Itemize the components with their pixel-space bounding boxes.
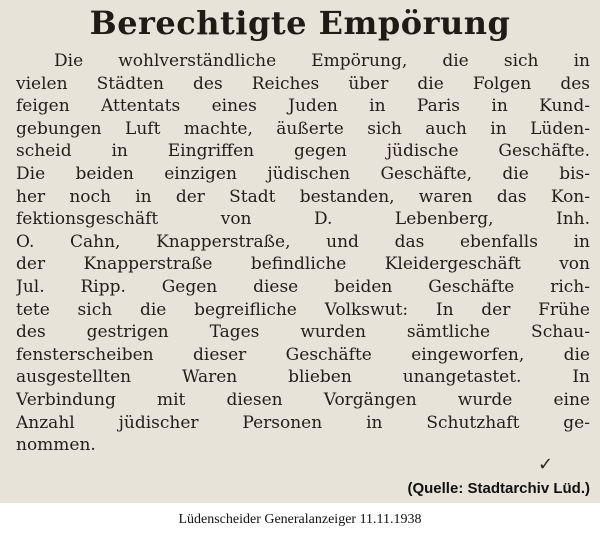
article-line: fektionsgeschäft von D. Lebenberg, Inh. <box>16 209 590 230</box>
source-note: (Quelle: Stadtarchiv Lüd.) <box>407 480 590 497</box>
article-line: der Knapperstraße befindliche Kleidergeschäft von <box>16 254 590 275</box>
article-line: fensterscheiben dieser Geschäfte eingeworfen, die <box>16 344 590 365</box>
article-line: O. Cahn, Knapperstraße, und das ebenfalls in <box>16 231 590 252</box>
article-line: Jul. Ripp. Gegen diese beiden Geschäfte rich- <box>16 276 590 297</box>
article-line: Verbindung mit diesen Vorgängen wurde eine <box>16 389 590 410</box>
article-line: Die beiden einzigen jüdischen Geschäfte, die bis- <box>16 163 590 184</box>
article-line: ausgestellten Waren blieben unangetastet. In <box>16 367 590 388</box>
article-line: scheid in Eingriffen gegen jüdische Geschäfte. <box>16 141 590 162</box>
article-line: Die wohlverständliche Empörung, die sich in <box>54 51 590 71</box>
article-line: nommen. <box>16 435 96 456</box>
image-caption: Lüdenscheider Generalanzeiger 11.11.1938 <box>178 512 422 527</box>
article-body <box>16 50 590 457</box>
article-line: her noch in der Stadt bestanden, waren das Kon- <box>16 186 590 207</box>
article-line: vielen Städten des Reiches über die Folgen des <box>16 73 590 94</box>
article-line: des gestrigen Tages wurden sämtliche Schau- <box>16 322 590 343</box>
article-line: tete sich die begreifliche Volkswut: In der Frühe <box>16 299 590 320</box>
article-headline: Berechtigte Empörung <box>89 4 511 42</box>
check-mark-icon: ✓ <box>538 454 554 475</box>
article-line: gebungen Luft machte, äußerte sich auch in Lüden- <box>16 118 590 139</box>
article-line: feigen Attentats eines Juden in Paris in Kund- <box>16 96 590 117</box>
article-line: Anzahl jüdischer Personen in Schutzhaft ge- <box>16 412 590 433</box>
